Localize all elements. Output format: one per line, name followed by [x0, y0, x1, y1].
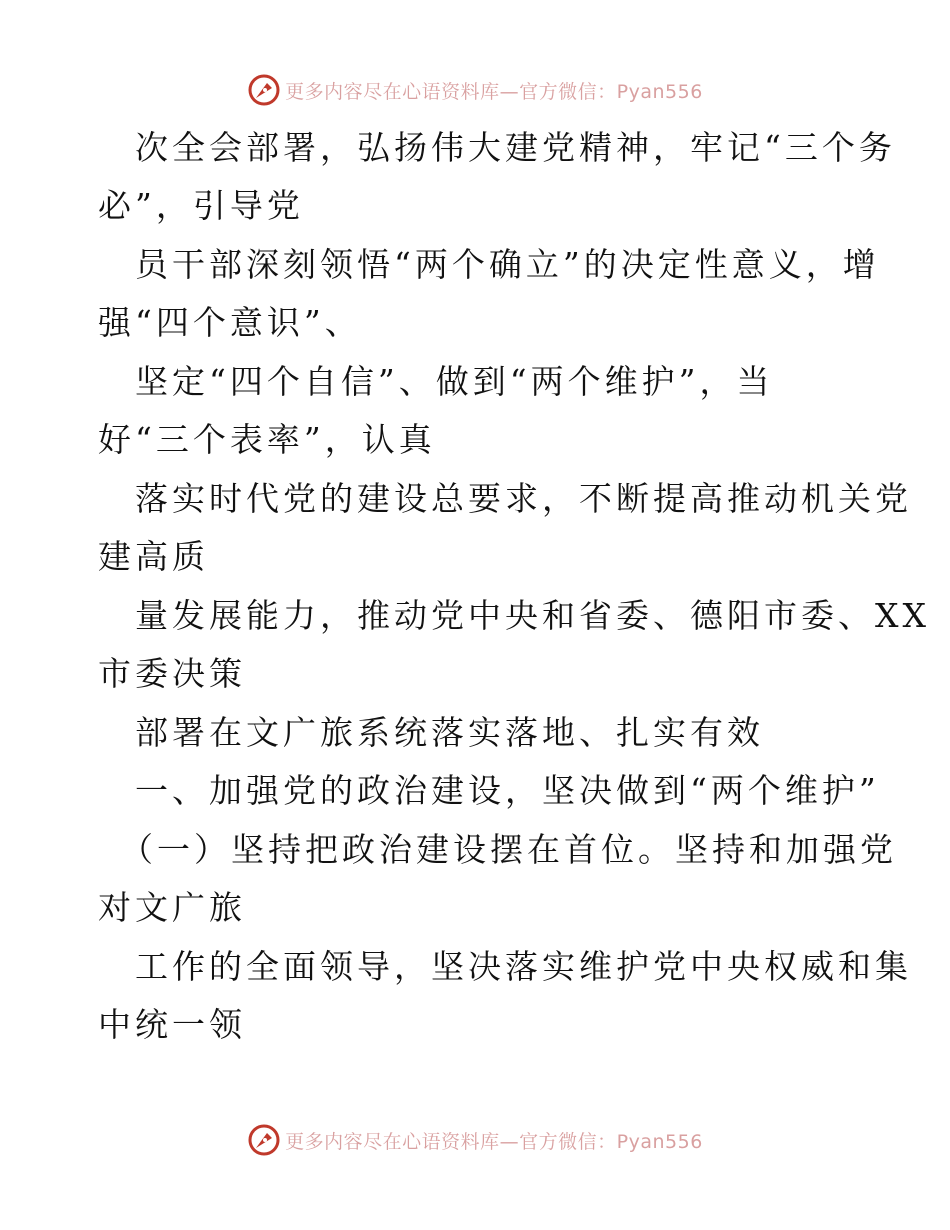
text-line: 中统一领 [98, 1005, 246, 1044]
text-line: 好“三个表率”，认真 [98, 420, 436, 459]
text-line: 市委决策 [98, 654, 246, 693]
text-line: 部署在文广旅系统落实落地、扎实有效 [135, 713, 764, 752]
header-watermark [0, 70, 950, 110]
text-line: （一）坚持把政治建设摆在首位。坚持和加强党 [120, 830, 897, 869]
pen-nib-circle-icon [247, 1123, 281, 1157]
text-line: 量发展能力，推动党中央和省委、德阳市委、XX [135, 596, 930, 635]
pen-nib-circle-icon [247, 73, 281, 107]
text-line: 员干部深刻领悟“两个确立”的决定性意义，增 [135, 245, 880, 284]
text-line: 对文广旅 [98, 888, 246, 927]
text-line: 工作的全面领导，坚决落实维护党中央权威和集 [135, 947, 912, 986]
text-line: 落实时代党的建设总要求，不断提高推动机关党 [135, 479, 912, 518]
text-line: 次全会部署，弘扬伟大建党精神，牢记“三个务 [135, 128, 896, 167]
text-line: 一、加强党的政治建设，坚决做到“两个维护” [135, 771, 880, 810]
text-line: 必”，引导党 [98, 186, 304, 225]
watermark-text: 更多内容尽在心语资料库—官方微信：Pyan556 [285, 1130, 703, 1153]
text-line: 坚定“四个自信”、做到“两个维护”，当 [135, 362, 774, 401]
text-line: 建高质 [98, 537, 209, 576]
watermark-text: 更多内容尽在心语资料库—官方微信：Pyan556 [285, 80, 703, 103]
text-line: 强“四个意识”、 [98, 303, 362, 342]
footer-watermark [0, 1120, 950, 1160]
